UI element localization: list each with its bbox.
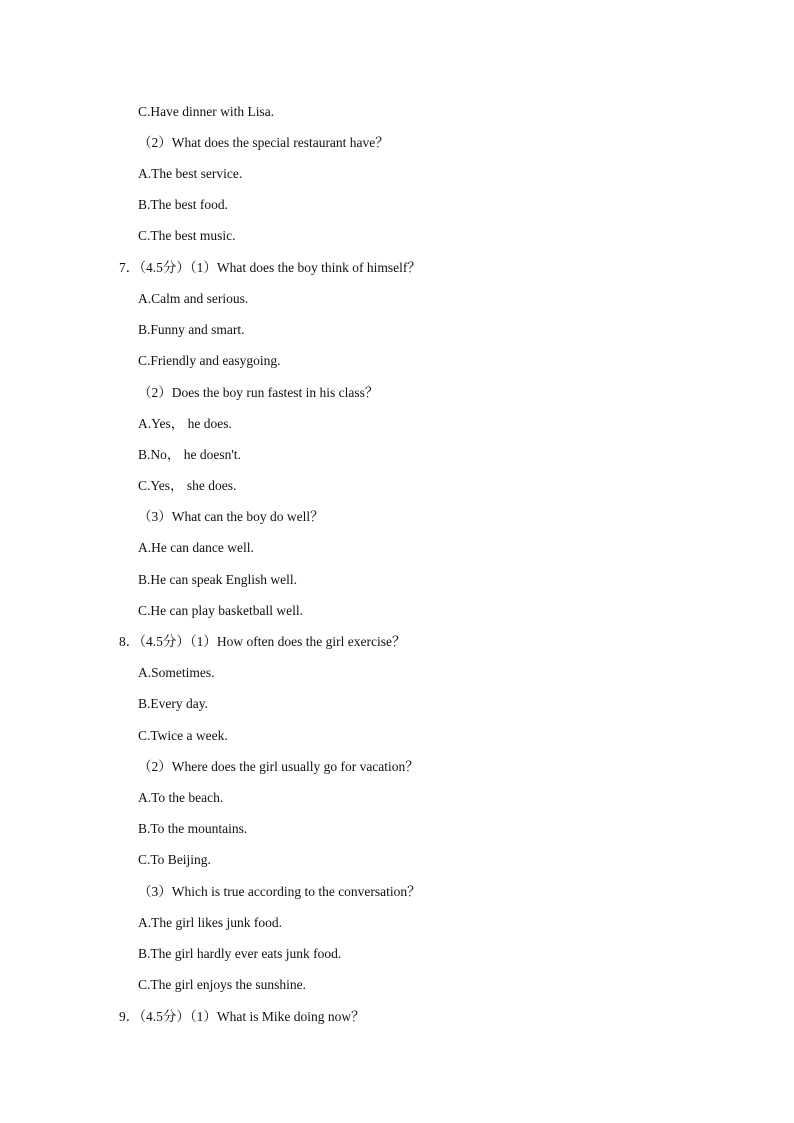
option-b-every-day: B.Every day. xyxy=(138,696,208,711)
question-8-3: （3）Which is true according to the conversation？ xyxy=(138,884,421,899)
option-a-service: A.The best service. xyxy=(138,166,243,181)
question-6-2: （2）What does the special restaurant have？ xyxy=(138,135,389,150)
option-c-sunshine: C.The girl enjoys the sunshine. xyxy=(138,977,306,992)
option-b-funny: B.Funny and smart. xyxy=(138,322,245,337)
option-b-english: B.He can speak English well. xyxy=(138,572,297,587)
option-c-twice-week: C.Twice a week. xyxy=(138,728,228,743)
option-a-yes-he: A.Yes， he does. xyxy=(138,416,232,431)
option-c-dinner-lisa: C.Have dinner with Lisa. xyxy=(138,104,275,119)
option-c-basketball: C.He can play basketball well. xyxy=(138,603,303,618)
option-c-music: C.The best music. xyxy=(138,228,236,243)
option-b-hardly-ever: B.The girl hardly ever eats junk food. xyxy=(138,946,342,961)
question-7-3: （3）What can the boy do well？ xyxy=(138,509,324,524)
question-7-1: 7．（4.5分）（1）What does the boy think of himself？ xyxy=(119,260,421,275)
question-8-2: （2）Where does the girl usually go for vacation？ xyxy=(138,759,419,774)
option-b-food: B.The best food. xyxy=(138,197,228,212)
option-a-dance: A.He can dance well. xyxy=(138,540,254,555)
option-a-sometimes: A.Sometimes. xyxy=(138,665,215,680)
option-a-beach: A.To the beach. xyxy=(138,790,224,805)
option-b-mountains: B.To the mountains. xyxy=(138,821,248,836)
option-b-no-he: B.No， he doesn't. xyxy=(138,447,241,462)
question-7-2: （2）Does the boy run fastest in his class？ xyxy=(138,385,379,400)
option-a-calm: A.Calm and serious. xyxy=(138,291,249,306)
option-c-yes-she: C.Yes， she does. xyxy=(138,478,237,493)
option-c-friendly: C.Friendly and easygoing. xyxy=(138,353,281,368)
option-a-junk-food: A.The girl likes junk food. xyxy=(138,915,282,930)
option-c-beijing: C.To Beijing. xyxy=(138,852,211,867)
question-9-1: 9．（4.5分）（1）What is Mike doing now？ xyxy=(119,1009,365,1024)
question-8-1: 8．（4.5分）（1）How often does the girl exercise？ xyxy=(119,634,406,649)
